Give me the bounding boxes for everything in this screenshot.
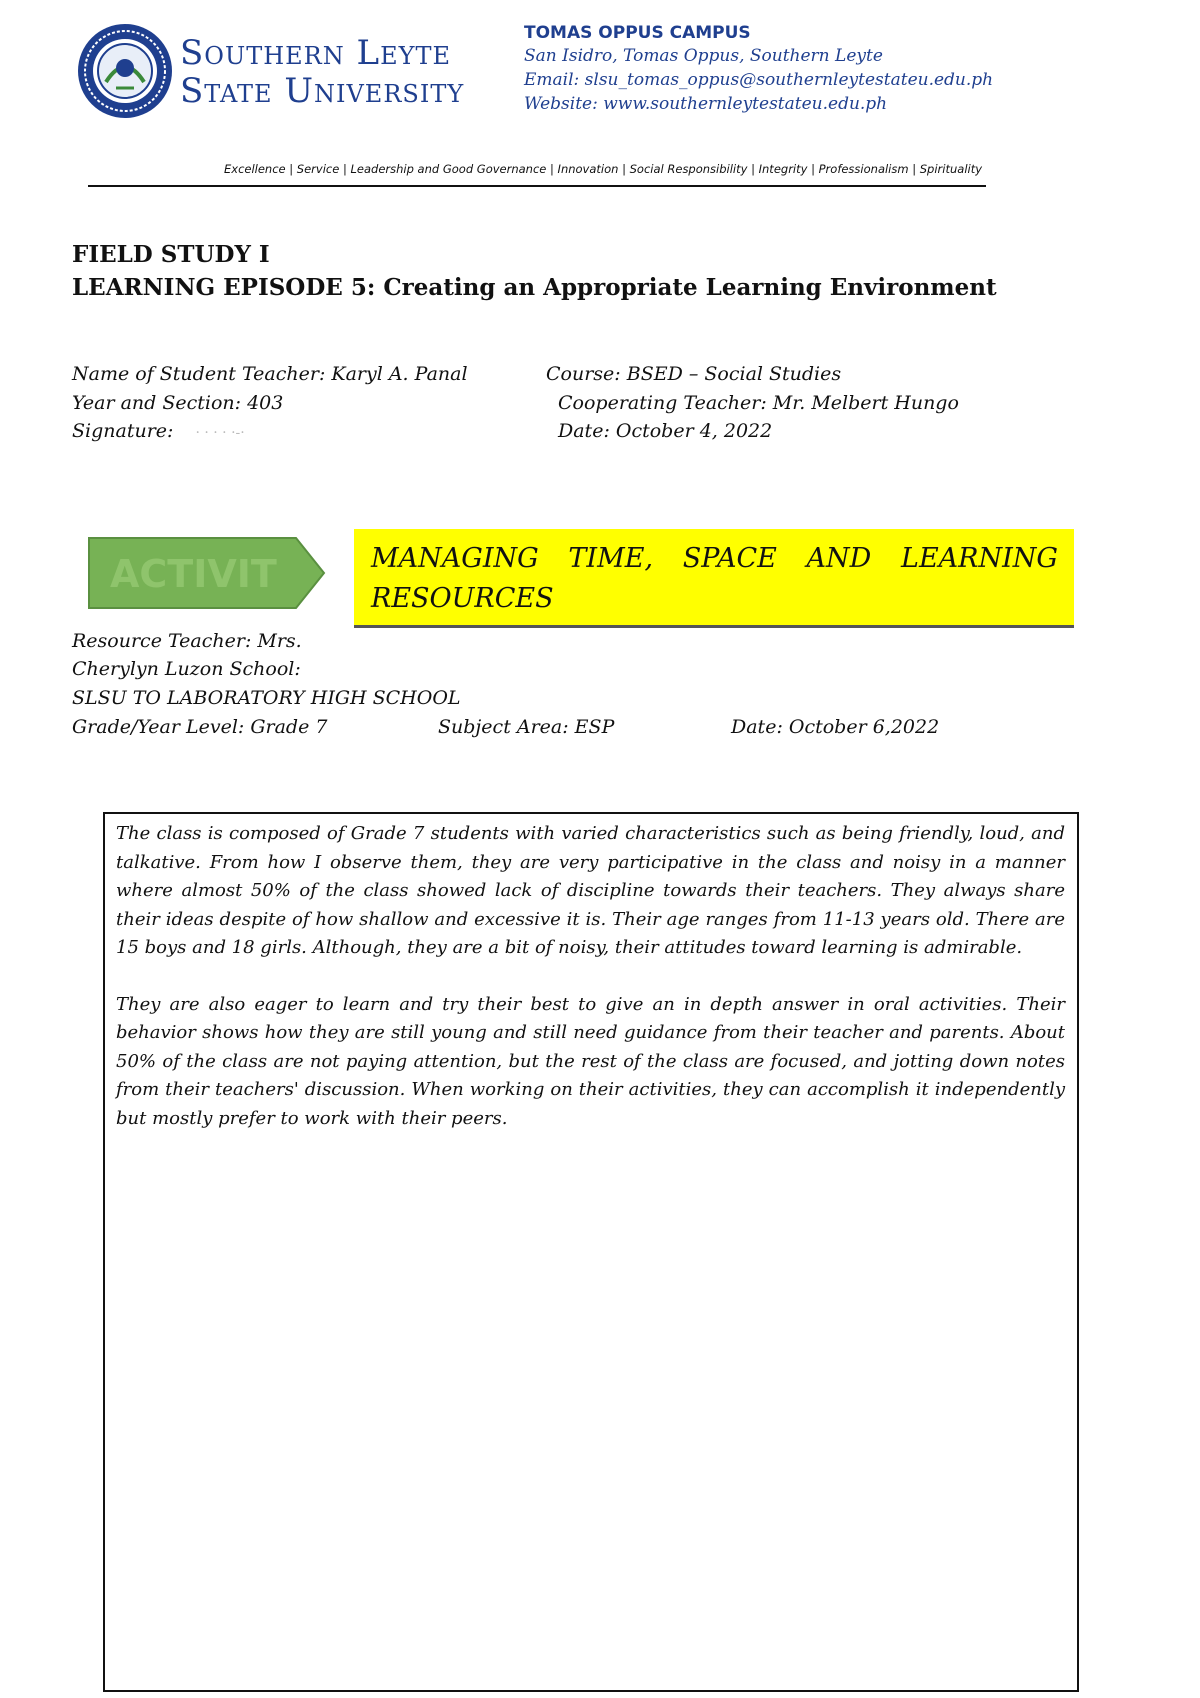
observation-date: Date: October 6,2022	[731, 716, 940, 738]
course-title: FIELD STUDY I	[72, 241, 270, 268]
resource-teacher: Resource Teacher: Mrs.	[72, 630, 302, 652]
activity-banner	[354, 529, 1074, 628]
signature-mark: · · · · ·‑·	[195, 425, 245, 441]
observation-paragraph-1: The class is composed of Grade 7 students with varied characteristics such as being friendly, loud, and talkative. From how I observe them, they are very participative in the class and noisy in a manner where almost 50% of the class showed lack of discipline towards their teachers. They always share their ideas despite of how shallow and excessive it is. Their age ranges from 11-13 years old. There are 15 boys and 18 girls. Although, they are a bit of noisy, their attitudes toward learning is admirable.	[116, 823, 1065, 958]
university-seal-logo	[76, 22, 174, 120]
subject-area: Subject Area: ESP	[438, 716, 615, 738]
campus-info	[524, 22, 993, 116]
core-values: Excellence | Service | Leadership and Good Governance | Innovation | Social Responsibility | Integrity | Professionalism | Spirituality	[224, 162, 983, 176]
cooperating-teacher: Cooperating Teacher: Mr. Melbert Hungo	[558, 392, 959, 414]
signature-row	[72, 417, 245, 447]
header-divider	[88, 185, 986, 187]
campus-website: Website: www.southernleytestateu.edu.ph	[524, 94, 888, 114]
submission-date: Date: October 4, 2022	[558, 420, 773, 442]
course: Course: BSED – Social Studies	[546, 363, 842, 385]
university-name-line2: State University	[180, 71, 465, 111]
university-name	[180, 34, 464, 110]
observation-text-box	[103, 812, 1079, 1692]
observation-paragraph-2: They are also eager to learn and try their best to give an in depth answer in oral activities. Their behavior shows how they are still young and still need guidance from their teacher and parents. About 50% of the class are not paying attention, but the rest of the class are focused, and jotting down notes from their teachers' discussion. When working on their activities, they can accomplish it independently but mostly prefer to work with their peers.	[116, 993, 1065, 1129]
campus-name: TOMAS OPPUS CAMPUS	[524, 23, 751, 43]
signature-label: Signature:	[72, 420, 174, 442]
resource-teacher-school: Cherylyn Luzon School:	[72, 658, 301, 680]
activity-arrow-label: ACTIVIT	[110, 552, 277, 596]
campus-email: Email: slsu_tomas_oppus@southernleytestateu.edu.ph	[524, 70, 994, 90]
activity-arrow	[88, 537, 326, 613]
year-section: Year and Section: 403	[72, 392, 284, 414]
grade-level: Grade/Year Level: Grade 7	[72, 716, 328, 738]
school-name: SLSU TO LABORATORY HIGH SCHOOL	[72, 687, 461, 709]
activity-title: MANAGING TIME, SPACE AND LEARNING RESOURCES	[371, 543, 1058, 614]
document-title	[72, 238, 997, 304]
university-name-line1: Southern Leyte	[180, 33, 451, 73]
student-name: Name of Student Teacher: Karyl A. Panal	[72, 363, 468, 385]
campus-address: San Isidro, Tomas Oppus, Southern Leyte	[524, 46, 883, 66]
episode-title: LEARNING EPISODE 5: Creating an Appropriate Learning Environment	[72, 274, 997, 301]
